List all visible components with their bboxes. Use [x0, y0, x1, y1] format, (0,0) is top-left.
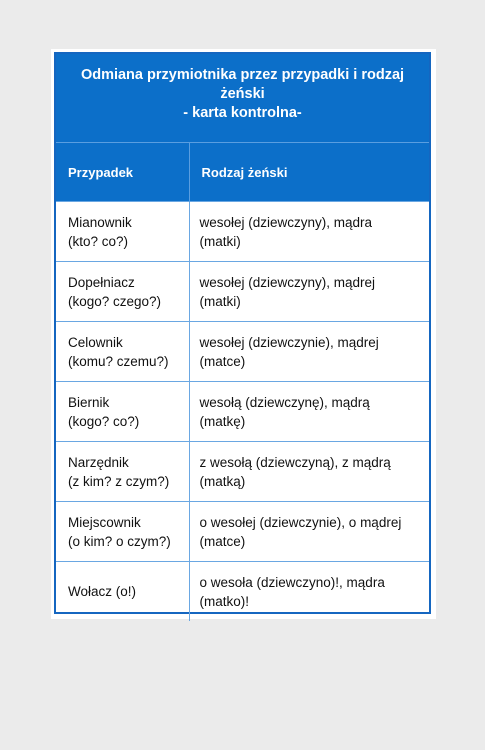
feminine-form-cell [189, 262, 429, 322]
feminine-form-cell [189, 502, 429, 562]
feminine-form-line: o wesoła (dziewczyno)!, mądra [199, 574, 385, 590]
case-cell [56, 202, 189, 262]
case-question: (kogo? czego?) [68, 293, 162, 309]
case-question: (kogo? co?) [68, 413, 140, 429]
table-row [56, 502, 429, 562]
case-question: (z kim? z czym?) [68, 473, 170, 489]
feminine-form-line: (matki) [199, 233, 241, 249]
control-card [54, 52, 431, 614]
case-question: (kto? co?) [68, 233, 129, 249]
title-line-3: - karta kontrolna- [183, 105, 302, 121]
feminine-form-line: wesołą (dziewczynę), mądrą [199, 394, 370, 410]
feminine-form-line: (matko)! [199, 593, 250, 609]
case-name: Biernik [68, 394, 110, 410]
case-cell [56, 562, 189, 622]
title-line-1: Odmiana przymiotnika przez przypadki i rodzaj [80, 67, 405, 83]
case-name: Dopełniacz [68, 274, 135, 290]
feminine-form-line: (matkę) [199, 413, 246, 429]
feminine-form-line: (matki) [199, 293, 241, 309]
feminine-form-cell [189, 202, 429, 262]
case-question: (komu? czemu?) [68, 353, 169, 369]
header-feminine: Rodzaj żeński [189, 143, 429, 202]
case-cell [56, 502, 189, 562]
table-row [56, 322, 429, 382]
case-cell [56, 442, 189, 502]
feminine-form-line: (matką) [199, 473, 246, 489]
feminine-form-cell [189, 322, 429, 382]
feminine-form-line: wesołej (dziewczynie), mądrej [199, 334, 379, 350]
feminine-form-line: z wesołą (dziewczyną), z mądrą [199, 454, 391, 470]
title-line-2: żeński [220, 86, 265, 102]
case-name: Mianownik [68, 214, 132, 230]
header-case: Przypadek [56, 143, 189, 202]
feminine-form-line: wesołej (dziewczyny), mądra [199, 214, 373, 230]
feminine-form-line: (matce) [199, 533, 246, 549]
table-row [56, 262, 429, 322]
table-row [56, 382, 429, 442]
table-row [56, 202, 429, 262]
feminine-form-line: (matce) [199, 353, 246, 369]
declension-table [56, 142, 429, 621]
table-row [56, 562, 429, 622]
document-sheet [51, 49, 436, 619]
case-cell [56, 322, 189, 382]
case-name: Celownik [68, 334, 123, 350]
table-row [56, 442, 429, 502]
table-header-row [56, 143, 429, 202]
feminine-form-cell [189, 562, 429, 622]
feminine-form-cell [189, 382, 429, 442]
card-title [56, 54, 429, 142]
case-cell [56, 382, 189, 442]
case-name: Wołacz (o!) [68, 584, 137, 599]
feminine-form-line: o wesołej (dziewczynie), o mądrej [199, 514, 402, 530]
feminine-form-cell [189, 442, 429, 502]
case-name: Narzędnik [68, 454, 129, 470]
case-cell [56, 262, 189, 322]
case-name: Miejscownik [68, 514, 141, 530]
feminine-form-line: wesołej (dziewczyny), mądrej [199, 274, 376, 290]
case-question: (o kim? o czym?) [68, 533, 171, 549]
